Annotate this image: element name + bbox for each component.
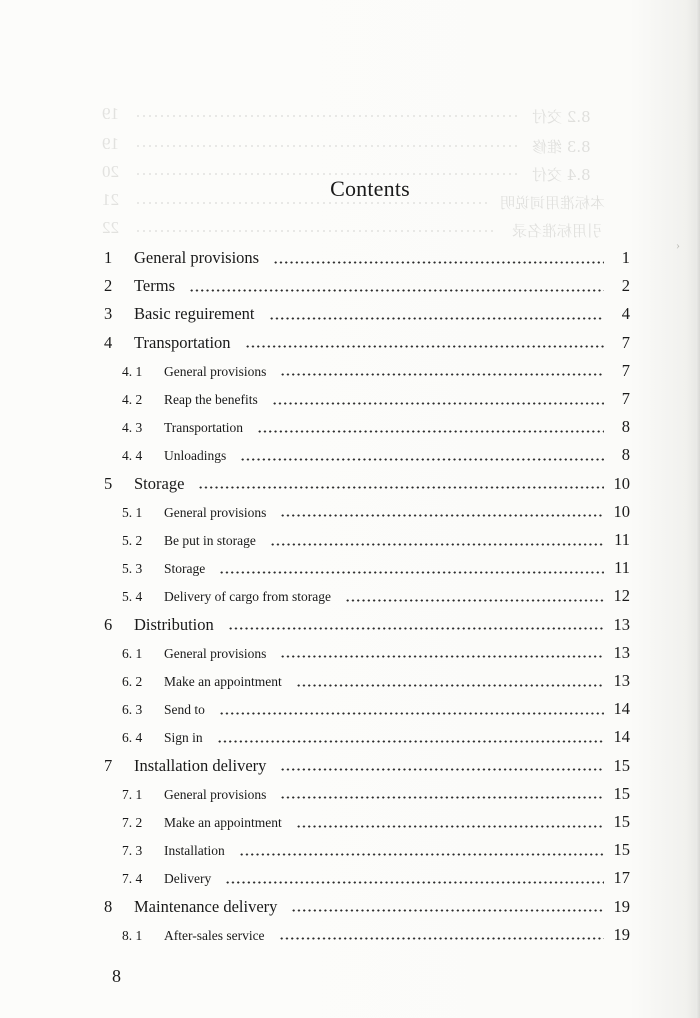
- ghost-line: 8.3 维修: [532, 138, 591, 156]
- dot-leader: [189, 289, 604, 292]
- toc-section-entry[interactable]: [122, 727, 630, 751]
- dot-leader: [269, 317, 605, 320]
- dot-leader: [245, 345, 604, 348]
- toc-page-number: 12: [613, 586, 630, 606]
- toc-entry-number: 7. 2: [122, 815, 143, 830]
- toc-page-number: 8: [621, 445, 630, 465]
- toc-section-entry[interactable]: [122, 417, 630, 441]
- toc-entry-label: Make an appointment: [164, 815, 282, 830]
- toc-chapter-entry[interactable]: [104, 304, 630, 328]
- toc-entry-number: 5: [104, 473, 113, 493]
- toc-entry-number: 5. 2: [122, 533, 143, 548]
- dot-leader: [272, 402, 604, 405]
- toc-entry-number: 7. 3: [122, 843, 143, 859]
- toc-entry-number: 1: [104, 248, 113, 267]
- dot-leader: [296, 825, 604, 828]
- ghost-leader: [135, 230, 495, 232]
- toc-entry-number: 7. 1: [122, 786, 143, 802]
- toc-entry-label: General provisions: [164, 645, 267, 661]
- ghost-leader: [135, 202, 490, 204]
- toc-page-number: 2: [621, 276, 630, 296]
- toc-page-number: 14: [613, 699, 630, 719]
- toc-page-number: 7: [621, 360, 630, 380]
- toc-entry-number: 7. 4: [122, 871, 143, 887]
- toc-entry-label: General provisions: [134, 248, 260, 267]
- toc-section-entry[interactable]: [122, 868, 630, 892]
- toc-page-number: 4: [621, 304, 630, 324]
- toc-page-number: 13: [613, 614, 630, 634]
- toc-section-entry[interactable]: [122, 784, 630, 808]
- toc-entry-number: 6. 2: [122, 674, 143, 689]
- toc-page-number: 13: [613, 642, 630, 662]
- ghost-line: 引用标准名录: [512, 222, 603, 240]
- toc-entry-number: 8: [104, 896, 113, 916]
- toc-page-number: 1: [621, 248, 630, 267]
- toc-section-entry[interactable]: [122, 586, 630, 610]
- toc-entry-label: Reap the benefits: [164, 392, 258, 407]
- dot-leader: [279, 937, 604, 940]
- toc-section-entry[interactable]: [122, 699, 630, 723]
- toc-page-number: 17: [613, 868, 630, 888]
- toc-entry-label: Storage: [164, 561, 206, 577]
- toc-entry-label: Delivery: [164, 871, 212, 887]
- margin-mark-icon: ›: [676, 238, 680, 252]
- toc-entry-label: Maintenance delivery: [134, 896, 278, 916]
- toc-entry-label: After-sales service: [164, 927, 265, 943]
- ghost-leader: [135, 115, 520, 117]
- dot-leader: [345, 599, 604, 602]
- ghost-leader: [135, 173, 520, 175]
- toc-page-number: 15: [613, 783, 630, 803]
- toc-entry-number: 4. 2: [122, 392, 143, 407]
- toc-section-entry[interactable]: [122, 925, 630, 949]
- toc-entry-number: 6. 4: [122, 730, 143, 746]
- toc-page-number: 13: [613, 671, 630, 690]
- toc-section-entry[interactable]: [122, 812, 630, 836]
- toc-page-number: 7: [621, 389, 630, 408]
- toc-entry-number: 7: [104, 755, 113, 775]
- toc-section-entry[interactable]: [122, 558, 630, 582]
- dot-leader: [280, 796, 604, 799]
- toc-entry-number: 4. 4: [122, 448, 143, 464]
- page-title: Contents: [330, 176, 410, 201]
- toc-entry-label: Terms: [134, 276, 176, 296]
- toc-entry-number: 4: [104, 332, 113, 352]
- toc-entry-number: 4. 3: [122, 420, 143, 436]
- dot-leader: [257, 430, 604, 433]
- dot-leader: [217, 740, 604, 743]
- toc-entry-label: Installation delivery: [134, 755, 267, 775]
- dot-leader: [198, 486, 604, 489]
- toc-page-number: 7: [621, 332, 630, 352]
- ghost-page-number: 22: [102, 218, 119, 237]
- dot-leader: [273, 261, 604, 264]
- ghost-leader: [135, 145, 520, 147]
- ghost-line: 本标准用词说明: [500, 194, 606, 212]
- ghost-page-number: 19: [102, 104, 119, 123]
- toc-entry-label: Be put in storage: [164, 533, 256, 548]
- toc-entry-number: 2: [104, 276, 113, 296]
- dot-leader: [280, 514, 604, 517]
- toc-chapter-entry[interactable]: [104, 897, 630, 921]
- ghost-line: 8.2 交付: [532, 108, 591, 126]
- toc-chapter-entry[interactable]: [104, 756, 630, 780]
- toc-entry-number: 6. 1: [122, 645, 143, 661]
- toc-entry-number: 5. 4: [122, 589, 143, 605]
- ghost-line: 8.4 交付: [532, 166, 591, 184]
- toc-entry-number: 6: [104, 614, 113, 634]
- toc-entry-number: 6. 3: [122, 702, 143, 718]
- dot-leader: [225, 881, 604, 884]
- toc-entry-number: 4. 1: [122, 363, 143, 379]
- toc-chapter-entry[interactable]: [104, 615, 630, 639]
- toc-entry-number: 8. 1: [122, 927, 143, 943]
- ghost-page-number: 21: [102, 190, 119, 209]
- dot-leader: [291, 909, 604, 912]
- toc-entry-label: Make an appointment: [164, 674, 282, 689]
- toc-chapter-entry[interactable]: [104, 248, 630, 272]
- dot-leader: [296, 684, 604, 687]
- toc-page-number: 14: [613, 727, 630, 747]
- toc-entry-label: Transportation: [164, 420, 244, 436]
- page-edge-shadow: [696, 0, 700, 1018]
- toc-entry-label: Basic reguirement: [134, 304, 255, 324]
- dot-leader: [280, 655, 604, 658]
- toc-entry-label: General provisions: [164, 786, 267, 802]
- dot-leader: [219, 571, 604, 574]
- dot-leader: [239, 853, 604, 856]
- toc-chapter-entry[interactable]: [104, 333, 630, 357]
- ghost-page-number: 19: [102, 134, 119, 153]
- toc-page-number: 19: [613, 924, 630, 944]
- toc-entry-number: 5. 1: [122, 504, 143, 520]
- dot-leader: [240, 458, 604, 461]
- dot-leader: [270, 543, 604, 546]
- dot-leader: [219, 712, 604, 715]
- toc-entry-label: Installation: [164, 843, 225, 859]
- toc-page-number: 15: [613, 755, 630, 775]
- toc-section-entry[interactable]: [122, 530, 630, 554]
- toc-entry-label: General provisions: [164, 504, 267, 520]
- toc-page-number: 10: [613, 501, 630, 521]
- toc-entry-label: Send to: [164, 702, 205, 718]
- toc-page-number: 8: [621, 417, 630, 437]
- toc-page-number: 15: [613, 812, 630, 831]
- toc-entry-label: Delivery of cargo from storage: [164, 589, 331, 605]
- dot-leader: [280, 373, 604, 376]
- toc-section-entry[interactable]: [122, 643, 630, 667]
- page-folio-number: 8: [112, 966, 121, 986]
- ghost-page-number: 20: [102, 162, 119, 181]
- toc-page-number: 10: [613, 473, 630, 493]
- toc-page-number: 15: [613, 840, 630, 860]
- toc-entry-label: Distribution: [134, 614, 214, 634]
- toc-entry-label: General provisions: [164, 363, 267, 379]
- toc-page-number: 11: [614, 558, 630, 578]
- dot-leader: [228, 627, 604, 630]
- toc-chapter-entry[interactable]: [104, 474, 630, 498]
- toc-entry-label: Storage: [134, 473, 185, 493]
- toc-section-entry[interactable]: [122, 671, 630, 695]
- toc-entry-label: Unloadings: [164, 448, 227, 464]
- toc-section-entry[interactable]: [122, 389, 630, 413]
- toc-entry-number: 5. 3: [122, 561, 143, 577]
- toc-section-entry[interactable]: [122, 840, 630, 864]
- toc-entry-number: 3: [104, 304, 113, 324]
- toc-page-number: 19: [613, 896, 630, 916]
- toc-entry-label: Transportation: [134, 332, 231, 352]
- toc-chapter-entry[interactable]: [104, 276, 630, 300]
- toc-section-entry[interactable]: [122, 361, 630, 385]
- dot-leader: [280, 768, 604, 771]
- toc-entry-label: Sign in: [164, 730, 203, 746]
- toc-page-number: 11: [614, 530, 630, 549]
- toc-section-entry[interactable]: [122, 445, 630, 469]
- toc-section-entry[interactable]: [122, 502, 630, 526]
